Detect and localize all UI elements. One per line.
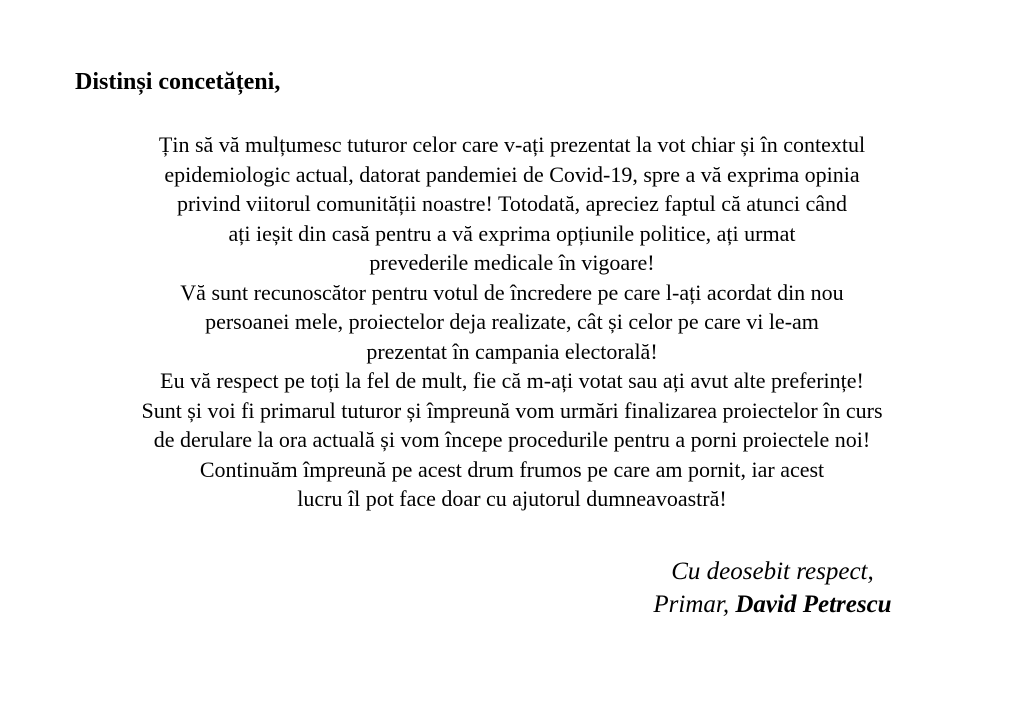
letter-greeting: Distinși concetățeni, bbox=[75, 69, 281, 95]
body-line: Continuăm împreună pe acest drum frumos pe care am pornit, iar acest bbox=[199, 456, 825, 482]
body-line: ați ieșit din casă pentru a vă exprima opțiunile politice, ați urmat bbox=[228, 220, 796, 246]
body-line: privind viitorul comunității noastre! Totodată, apreciez faptul că atunci când bbox=[176, 191, 848, 216]
letter-body bbox=[40, 130, 984, 514]
body-line: prevederile medicale în vigoare! bbox=[369, 250, 655, 275]
body-line: Eu vă respect pe toți la fel de mult, fie că m-ați votat sau ați avut alte preferințe! bbox=[160, 368, 864, 393]
signer-name: David Petrescu bbox=[735, 591, 892, 618]
letter-closing bbox=[600, 555, 945, 621]
body-line: Sunt și voi fi primarul tuturor și împreună vom urmări finalizarea proiectelor în curs bbox=[141, 397, 883, 423]
body-line: Vă sunt recunoscător pentru votul de încredere pe care l-ați acordat din nou bbox=[180, 279, 844, 305]
body-line: prezentat în campania electorală! bbox=[366, 338, 658, 364]
signature-line bbox=[600, 588, 945, 621]
body-line: persoanei mele, proiectelor deja realizate, cât și celor pe care vi le-am bbox=[205, 309, 819, 334]
body-line: de derulare la ora actuală și vom începe procedurile pentru a porni proiectele noi! bbox=[153, 427, 871, 452]
closing-salutation: Cu deosebit respect, bbox=[671, 558, 874, 585]
signer-title: Primar, bbox=[653, 591, 730, 618]
body-line: epidemiologic actual, datorat pandemiei de Covid-19, spre a vă exprima opinia bbox=[164, 161, 860, 187]
body-line: Țin să vă mulțumesc tuturor celor care v-ați prezentat la vot chiar și în contextul bbox=[158, 132, 866, 157]
body-line: lucru îl pot face doar cu ajutorul dumneavoastră! bbox=[297, 486, 727, 511]
